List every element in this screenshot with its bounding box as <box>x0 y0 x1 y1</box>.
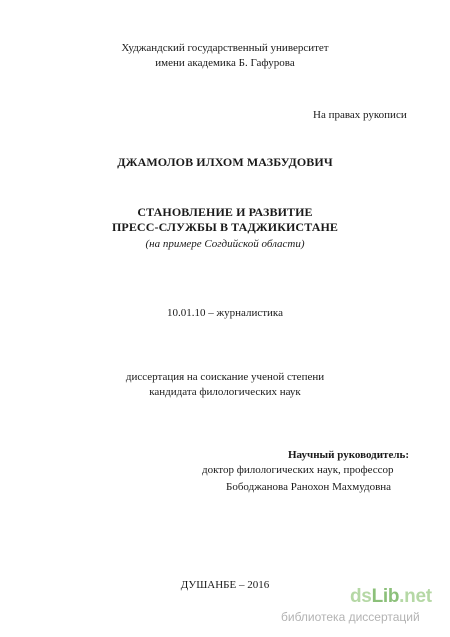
degree-line-2: кандидата филологических наук <box>149 386 301 398</box>
supervisor-credentials: доктор филологических наук, профессор <box>202 464 394 476</box>
dissertation-title-line-2: ПРЕСС-СЛУЖБЫ В ТАДЖИКИСТАНЕ <box>111 220 339 234</box>
supervisor-name: Бободжанова Ранохон Махмудовна <box>226 481 392 493</box>
logo-part-net: .net <box>399 586 432 607</box>
supervisor-heading: Научный руководитель: <box>288 449 409 461</box>
dslib-logo <box>350 587 432 607</box>
logo-part-lib: Lib <box>371 586 400 607</box>
dissertation-title-line-1: СТАНОВЛЕНИЕ И РАЗВИТИЕ <box>137 205 313 219</box>
watermark-caption: библиотека диссертаций <box>281 610 420 624</box>
university-name: Худжандский государственный университет <box>121 42 329 54</box>
city-year: ДУШАНБЕ – 2016 <box>180 579 270 591</box>
specialty-code: 10.01.10 – журналистика <box>167 307 283 319</box>
logo-part-ds: ds <box>350 586 372 607</box>
university-named-after: имени академика Б. Гафурова <box>155 57 295 69</box>
dissertation-subtitle: (на примере Согдийской области) <box>145 238 305 250</box>
degree-line-1: диссертация на соискание ученой степени <box>125 371 325 383</box>
author-name: ДЖАМОЛОВ ИЛХОМ МАЗБУДОВИЧ <box>117 155 333 169</box>
manuscript-rights-note: На правах рукописи <box>313 109 407 121</box>
